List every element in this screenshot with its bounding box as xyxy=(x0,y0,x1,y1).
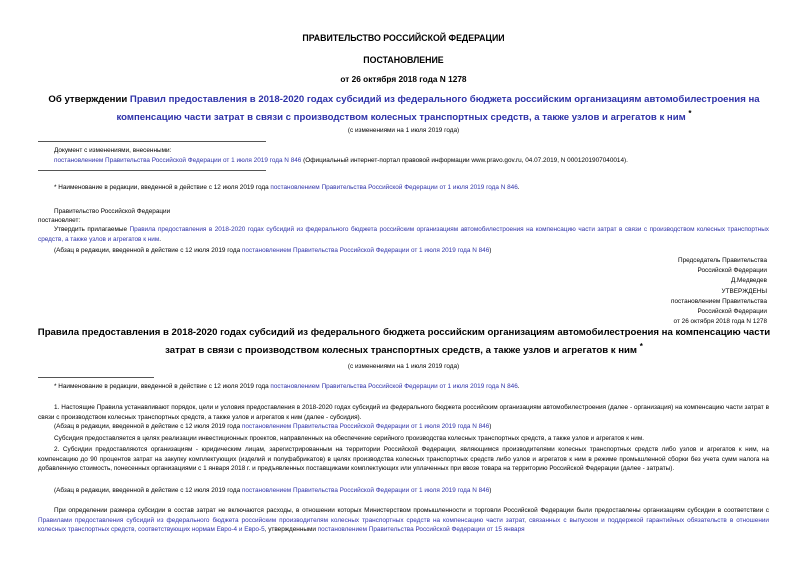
rules-abzac-note-2: (Абзац в редакции, введенной в действие с 12 июля 2019 года постановлением Правительства Российской Федерации от 1 июля 2019 года N 846) xyxy=(54,487,492,494)
approved-by: постановлением Правительства xyxy=(671,297,767,305)
approved-country: Российской Федерации xyxy=(697,308,767,316)
title-prefix: Об утверждении xyxy=(48,94,130,105)
footnote-2: * Наименование в редакции, введенной в действие с 12 июля 2019 года постановлением Правительства Российской Федерации от 1 июля 2019 года N 846. xyxy=(54,383,520,390)
signature-name: Д.Медведев xyxy=(730,277,767,285)
amendment-link[interactable]: постановлением Правительства Российской Федерации от 1 июля 2019 года N 846 xyxy=(54,157,302,164)
rules-p4-link-1[interactable]: Правилами предоставления субсидий из федерального бюджета российским производителям колесных транспортных средств на компенсацию части затрат, связанных с выпуском и поддержкой гарантийных обязательств в отношении колесных транспортных средств, соответствующих нормам Евро-4 и Евро-5 xyxy=(38,516,769,533)
rules-abzac-link-2[interactable]: постановлением Правительства Российской Федерации от 1 июля 2019 года N 846 xyxy=(241,487,490,494)
rules-paragraph-3: 2. Субсидии предоставляются организациям - юридическим лицам, зарегистрированным на территории Российской Федерации, являющимся производителями колесных транспортных средств либо узлов и агрегатов к ним, на компенсацию до 90 процентов затрат на закупку комплектующих (изделий и полуфабрикатов) в целях производства колесных транспортных средств либо узлов и агрегатов к ним в режиме промышленной сборки без учета сумм налога на добавленную стоимость, понесенных организациями с 1 января 2018 г. и предъявленных поставщиками комплектующих или уплаченных при ввозе товара на территорию Российской Федерации (далее - затраты). xyxy=(38,446,769,472)
title-footnote-mark: * xyxy=(688,109,692,118)
preamble-abzac-link[interactable]: постановлением Правительства Российской Федерации от 1 июля 2019 года N 846 xyxy=(241,247,490,254)
footnote-1-link[interactable]: постановлением Правительства Российской Федерации от 1 июля 2019 года N 846 xyxy=(270,184,518,191)
amendment-line xyxy=(54,156,628,166)
doc-date-number: от 26 октября 2018 года N 1278 xyxy=(340,74,467,84)
rules-title: Правила предоставления в 2018-2020 годах субсидий из федерального бюджета российским организациям автомобилестроения на компенсацию части затрат в связи с производством колесных транспортных средств, а также узлов и агрегатов к ним * xyxy=(37,327,771,356)
rules-abzac-note-1: (Абзац в редакции, введенной в действие с 12 июля 2019 года постановлением Правительства Российской Федерации от 1 июля 2019 года N 846) xyxy=(54,423,492,430)
title-rules-link[interactable]: Правил предоставления в 2018-2020 годах субсидий из федерального бюджета российским организациям автомобилестроения на компенсацию части затрат в связи с производством колесных транспортных средств, а также узлов и агрегатов к ним xyxy=(116,94,760,124)
rules-changes-note: (с изменениями на 1 июля 2019 года) xyxy=(347,363,460,370)
rules-paragraph-4: При определении размера субсидии в состав затрат не включаются расходы, в отношении которых Министерством промышленности и торговли Российской Федерации были предоставлены организациям субсидии в соответствии с Правилами предоставления субсидий из федерального бюджета российским производителям колесных транспортных средств на компенсацию части затрат, связанных с выпуском и поддержкой гарантийных обязательств в отношении колесных транспортных средств, соответствующих нормам Евро-4 и Евро-5, утвержденными постановлением Правительства Российской Федерации от 15 января xyxy=(38,507,769,533)
preamble-abzac-note: (Абзац в редакции, введенной в действие с 12 июля 2019 года постановлением Правительства Российской Федерации от 1 июля 2019 года N 846) xyxy=(54,247,492,254)
divider-top xyxy=(38,141,266,142)
document-title xyxy=(30,93,778,125)
amendment-label: Документ с изменениями, внесенными: xyxy=(54,147,172,154)
rules-title-footnote-mark: * xyxy=(639,341,643,351)
amendment-source: (Официальный интернет-портал правовой информации www.pravo.gov.ru, 04.07.2019, N 0001201907040014). xyxy=(301,157,628,164)
footnote-2-link[interactable]: постановлением Правительства Российской Федерации от 1 июля 2019 года N 846 xyxy=(270,383,518,390)
signature-position: Председатель Правительства xyxy=(678,257,767,264)
approve-paragraph: Утвердить прилагаемые Правила предоставления в 2018-2020 годах субсидий из федерального бюджета российским организациям автомобилестроения на компенсацию части затрат в связи с производством колесных транспортных средств, а также узлов и агрегатов к ним. xyxy=(38,226,769,243)
signature-country: Российской Федерации xyxy=(697,267,767,275)
signature-block xyxy=(671,256,767,327)
preamble-line1: Правительство Российской Федерации xyxy=(54,208,171,215)
footnote-1: * Наименование в редакции, введенной в действие с 12 июля 2019 года постановлением Правительства Российской Федерации от 1 июля 2019 года N 846. xyxy=(54,184,520,191)
footnote-1-text: * Наименование в редакции, введенной в действие с 12 июля 2019 года xyxy=(54,184,271,191)
approved-label: УТВЕРЖДЕНЫ xyxy=(721,287,767,295)
doc-type-heading: ПОСТАНОВЛЕНИЕ xyxy=(363,55,444,65)
rules-paragraph-1: 1. Настоящие Правила устанавливают порядок, цели и условия предоставления в 2018-2020 годах субсидий из федерального бюджета российским организациям автомобилестроения (далее - организация) на компенсацию части затрат в связи с производством колесных транспортных средств, а также узлов и агрегатов к ним (далее - субсидия). xyxy=(38,404,769,421)
government-heading: ПРАВИТЕЛЬСТВО РОССИЙСКОЙ ФЕДЕРАЦИИ xyxy=(302,33,505,43)
rules-p4-link-2[interactable]: постановлением Правительства Российской Федерации от 15 января xyxy=(317,526,525,533)
approve-rules-link[interactable]: Правила предоставления в 2018-2020 годах субсидий из федерального бюджета российским организациям автомобилестроения на компенсацию части затрат в связи с производством колесных транспортных средств, а также узлов и агрегатов к ним xyxy=(38,226,769,243)
preamble-line2: постановляет: xyxy=(38,217,81,224)
changes-note: (с изменениями на 1 июля 2019 года) xyxy=(347,127,460,134)
approved-date: от 26 октября 2018 года N 1278 xyxy=(673,318,767,326)
footnote-divider xyxy=(38,377,154,378)
rules-abzac-link-1[interactable]: постановлением Правительства Российской Федерации от 1 июля 2019 года N 846 xyxy=(241,423,490,430)
rules-paragraph-2: Субсидия предоставляется в целях реализации инвестиционных проектов, направленных на обеспечение серийного производства колесных транспортных средств, а также узлов и агрегатов к ним. xyxy=(54,435,644,442)
divider-bottom xyxy=(38,170,266,171)
